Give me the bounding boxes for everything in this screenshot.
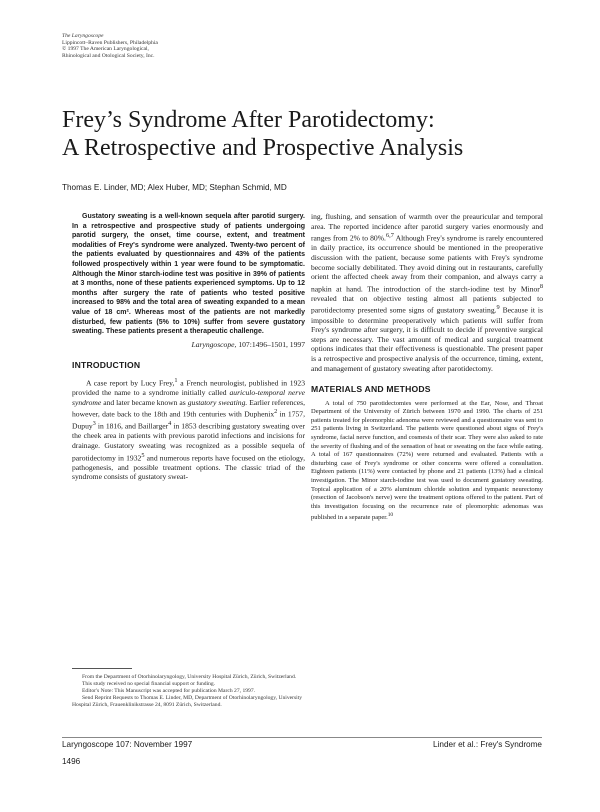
intro-text: and later became known as bbox=[101, 397, 188, 407]
footer-divider bbox=[62, 737, 542, 738]
intro-text: ing, flushing, and sensation of warmth over the preauricular and temporal area. The reported incidence after parotid surgery varies enormously and ranges from 2% to 80%. bbox=[311, 212, 543, 243]
copyright-line: © 1997 The American Laryngological, bbox=[62, 46, 149, 53]
intro-text: and numerous reports have focused on the etiology, pathogenesis, and possible treatment options. The classic triad of the syndrome consists of gustatory sweat- bbox=[72, 453, 305, 482]
intro-term: gustatory sweating. bbox=[187, 397, 248, 407]
citation-journal: Laryngoscope, bbox=[191, 339, 237, 349]
intro-continued-paragraph bbox=[311, 212, 543, 373]
intro-text: Although Frey's syndrome is rarely encountered in daily practice, its occurrence should be mentioned in the preoperative discussion with the patient, because some patients with Frey's syndrome become socially debilitated. They avoid dining out in restaurants, carefully orient the affected cheek away from their companion, and always carry a napkin at hand. The introduction of the starch-iodine test by Minor bbox=[311, 233, 543, 294]
intro-term: auriculo-temporal nerve syndrome bbox=[72, 388, 305, 407]
publisher-block bbox=[62, 33, 158, 59]
intro-text: A case report by Lucy Frey, bbox=[86, 378, 175, 388]
ref-superscript: 8 bbox=[539, 282, 543, 290]
society-line: Rhinological and Otological Society, Inc. bbox=[62, 52, 155, 59]
intro-text: Earlier references, however, date back to the 18th and 19th centuries with Duphenix bbox=[72, 397, 305, 419]
footnote-affiliation: From the Department of Otorhinolaryngology, University Hospital Zürich, Zürich, Switzerland. bbox=[82, 674, 297, 680]
intro-text: in 1853 describing gustatory sweating over the cheek area in patients with previous parotid infections and incisions for drainage. Gustatory sweating was recognized as a possible sequela of parotidectomy in 1932 bbox=[72, 421, 305, 463]
intro-text: in 1816, and Baillarger bbox=[95, 421, 169, 431]
footnote-editor: Editor's Note: This Manuscript was accepted for publication March 27, 1997. bbox=[82, 688, 256, 694]
abstract: Gustatory sweating is a well-known sequela after parotid surgery. In a retrospective and prospective study of patients undergoing parotid surgery, the onset, time course, extent, and treatment modalities of Frey's syndrome were analyzed. Twenty-two percent of the patients evaluated by questionnaires and 43% of the patients followed prospectively within 1 year were found to be symptomatic. Although the Minor starch-iodine test was positive in 39% of patients at 3 months, none of these patients experienced symptoms. Up to 12 months after surgery the rate of patients who tested positive increased to 98% and the total area of sweating expanded to a mean value of 18 cm². Whereas most of the patients are not markedly disturbed, few patients (5% to 10%) suffer from severe gustatory sweating. These patients present a therapeutic challenge. bbox=[72, 213, 305, 336]
left-column bbox=[72, 212, 305, 482]
running-footer-journal: Laryngoscope 107: November 1997 bbox=[62, 740, 193, 749]
footnote-divider bbox=[72, 668, 132, 669]
introduction-paragraph bbox=[72, 376, 305, 482]
ref-superscript: 6,7 bbox=[385, 232, 394, 240]
ref-superscript: 5 bbox=[141, 451, 145, 459]
page-number: 1496 bbox=[62, 757, 81, 766]
citation bbox=[72, 340, 305, 350]
intro-text: in 1757, Dupuy bbox=[72, 409, 305, 431]
ref-superscript: 3 bbox=[92, 420, 96, 428]
intro-text: revealed that on objective testing almost all patients subjected to parotidectomy presented some signs of gustatory sweating. bbox=[311, 293, 543, 315]
citation-ref: 107:1496–1501, 1997 bbox=[238, 339, 305, 349]
publisher-name: Lippincott–Raven Publishers, Philadelphia bbox=[62, 39, 158, 46]
footnote-funding: This study received no special financial support or funding. bbox=[82, 681, 216, 687]
methods-text: A total of 750 parotidectomies were performed at the Ear, Nose, and Throat Department of the University of Zürich between 1970 and 1990. The charts of 251 patients treated for pleomorphic adenoma were reviewed and a questionnaire was sent to 251 patients living in Switzerland. The patients were questioned about signs of Frey's syndrome, facial nerve function, and cosmesis of their scar. They were also asked to rate the severity of flushing and of the sensation of heat or sweating on the face while eating. A total of 167 questionnaires (72%) were returned and evaluated. Patients with a disturbing case of Frey's syndrome or other concerns were offered a consultation. Eighteen patients (11%) were contacted by phone and 21 patients (13%) had a clinical investigation. The Minor starch-iodine test was used to document gustatory sweating. Topical application of a 20% aluminum chloride solution and tympanic neurectomy (resection of Jacobson's nerve) were the treatment options offered to the patient. Part of this investigation focusing on the recurrence rate of pleomorphic adenomas was published in a separate paper. bbox=[311, 399, 543, 522]
right-column bbox=[311, 212, 543, 523]
methods-paragraph bbox=[311, 400, 543, 523]
ref-superscript: 4 bbox=[168, 420, 172, 428]
ref-superscript: 1 bbox=[174, 376, 178, 384]
methods-heading: MATERIALS AND METHODS bbox=[311, 384, 431, 395]
author-list: Thomas E. Linder, MD; Alex Huber, MD; Stephan Schmid, MD bbox=[62, 183, 287, 192]
ref-superscript: 2 bbox=[274, 408, 278, 416]
introduction-heading: INTRODUCTION bbox=[72, 360, 141, 371]
page-title bbox=[62, 107, 542, 162]
intro-text: Because it is impossible to determine preoperatively which patients will suffer from Frey's syndrome after surgery, it is difficult to decide if preventive surgical steps are necessary. The vast amount of medical and surgical treatment options indicates that their effectiveness is questionable. The present paper is a retrospective and prospective analysis of the occurrence, timing, extent, and management of gustatory sweating after parotidectomy. bbox=[311, 305, 543, 373]
footnote-reprints: Send Reprint Requests to Thomas E. Linder, MD, Department of Otorhinolaryngology, University Hospital Zürich, Frauenklinikstrasse 24, 8091 Zürich, Switzerland. bbox=[72, 695, 303, 708]
ref-superscript: 9 bbox=[496, 304, 500, 312]
ref-superscript: 10 bbox=[387, 512, 394, 519]
title-line-1: Frey’s Syndrome After Parotidectomy: bbox=[62, 107, 435, 133]
title-line-2: A Retrospective and Prospective Analysis bbox=[62, 134, 464, 161]
footnotes bbox=[72, 674, 305, 709]
intro-text: a French neurologist, published in 1923 provided the name to a syndrome initially called bbox=[72, 378, 305, 398]
running-footer-title: Linder et al.: Frey's Syndrome bbox=[433, 740, 542, 749]
journal-name: The Laryngoscope bbox=[62, 33, 104, 39]
